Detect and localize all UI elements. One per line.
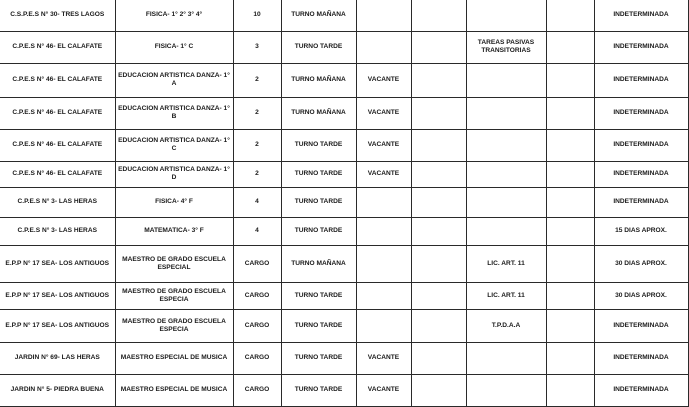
hours-cell: CARGO: [233, 309, 281, 342]
table-row: [0, 217, 688, 245]
table-row: [0, 187, 688, 217]
duration-cell: 15 DIAS APROX.: [594, 217, 688, 245]
school-cell: C.S.P.E.S N° 30- TRES LAGOS: [0, 0, 115, 31]
table-row: [0, 161, 688, 187]
status-cell: [356, 217, 411, 245]
status-cell: VACANTE: [356, 342, 411, 374]
subject-cell: FISICA- 1° 2° 3° 4°: [115, 0, 233, 31]
reason-cell: [466, 342, 546, 374]
subject-cell: EDUCACION ARTISTICA DANZA- 1° A: [115, 63, 233, 97]
hours-cell: CARGO: [233, 374, 281, 406]
duration-cell: 30 DIAS APROX.: [594, 282, 688, 309]
hours-cell: CARGO: [233, 245, 281, 282]
school-cell: E.P.P N° 17 SEA- LOS ANTIGUOS: [0, 282, 115, 309]
shift-cell: TURNO TARDE: [281, 129, 356, 161]
subject-cell: MATEMATICA- 3° F: [115, 217, 233, 245]
hours-cell: CARGO: [233, 282, 281, 309]
shift-cell: TURNO TARDE: [281, 309, 356, 342]
shift-cell: TURNO TARDE: [281, 342, 356, 374]
table-row: [0, 282, 688, 309]
shift-cell: TURNO TARDE: [281, 217, 356, 245]
school-cell: E.P.P N° 17 SEA- LOS ANTIGUOS: [0, 309, 115, 342]
hours-cell: 2: [233, 97, 281, 129]
table-row: [0, 342, 688, 374]
blank-cell: [411, 187, 466, 217]
status-cell: [356, 31, 411, 63]
blank-cell-2: [546, 0, 594, 31]
duration-cell: INDETERMINADA: [594, 63, 688, 97]
blank-cell: [411, 63, 466, 97]
duration-cell: INDETERMINADA: [594, 97, 688, 129]
reason-cell: [466, 187, 546, 217]
shift-cell: TURNO TARDE: [281, 187, 356, 217]
table-row: [0, 245, 688, 282]
status-cell: VACANTE: [356, 97, 411, 129]
blank-cell-2: [546, 129, 594, 161]
school-cell: C.P.E.S N° 46- EL CALAFATE: [0, 161, 115, 187]
shift-cell: TURNO MAÑANA: [281, 0, 356, 31]
subject-cell: MAESTRO ESPECIAL DE MUSICA: [115, 342, 233, 374]
school-cell: E.P.P N° 17 SEA- LOS ANTIGUOS: [0, 245, 115, 282]
blank-cell: [411, 129, 466, 161]
shift-cell: TURNO TARDE: [281, 31, 356, 63]
duration-cell: 30 DIAS APROX.: [594, 245, 688, 282]
blank-cell: [411, 161, 466, 187]
blank-cell-2: [546, 309, 594, 342]
subject-cell: MAESTRO DE GRADO ESCUELA ESPECIA: [115, 282, 233, 309]
shift-cell: TURNO MAÑANA: [281, 63, 356, 97]
blank-cell: [411, 217, 466, 245]
duration-cell: INDETERMINADA: [594, 309, 688, 342]
school-cell: C.P.E.S N° 46- EL CALAFATE: [0, 97, 115, 129]
subject-cell: MAESTRO DE GRADO ESCUELA ESPECIA: [115, 309, 233, 342]
shift-cell: TURNO TARDE: [281, 161, 356, 187]
shift-cell: TURNO TARDE: [281, 282, 356, 309]
shift-cell: TURNO MAÑANA: [281, 245, 356, 282]
school-cell: C.P.E.S N° 46- EL CALAFATE: [0, 63, 115, 97]
table-row: [0, 309, 688, 342]
blank-cell-2: [546, 245, 594, 282]
subject-cell: FISICA- 4° F: [115, 187, 233, 217]
blank-cell: [411, 245, 466, 282]
shift-cell: TURNO MAÑANA: [281, 97, 356, 129]
reason-cell: [466, 97, 546, 129]
blank-cell-2: [546, 187, 594, 217]
status-cell: VACANTE: [356, 161, 411, 187]
status-cell: [356, 0, 411, 31]
school-cell: C.P.E.S N° 46- EL CALAFATE: [0, 31, 115, 63]
hours-cell: 10: [233, 0, 281, 31]
status-cell: [356, 282, 411, 309]
reason-cell: LIC. ART. 11: [466, 282, 546, 309]
subject-cell: FISICA- 1° C: [115, 31, 233, 63]
hours-cell: 4: [233, 217, 281, 245]
blank-cell-2: [546, 217, 594, 245]
reason-cell: LIC. ART. 11: [466, 245, 546, 282]
table-row: [0, 63, 688, 97]
table-row: [0, 129, 688, 161]
status-cell: VACANTE: [356, 129, 411, 161]
duration-cell: INDETERMINADA: [594, 161, 688, 187]
table-row: [0, 374, 688, 406]
table-row: [0, 31, 688, 63]
status-cell: [356, 245, 411, 282]
blank-cell: [411, 97, 466, 129]
reason-cell: [466, 217, 546, 245]
reason-cell: [466, 129, 546, 161]
blank-cell-2: [546, 342, 594, 374]
status-cell: VACANTE: [356, 374, 411, 406]
blank-cell-2: [546, 161, 594, 187]
table-row: [0, 97, 688, 129]
duration-cell: INDETERMINADA: [594, 129, 688, 161]
reason-cell: [466, 0, 546, 31]
blank-cell: [411, 282, 466, 309]
hours-cell: 2: [233, 63, 281, 97]
subject-cell: EDUCACION ARTISTICA DANZA- 1° C: [115, 129, 233, 161]
blank-cell-2: [546, 97, 594, 129]
blank-cell-2: [546, 282, 594, 309]
duration-cell: INDETERMINADA: [594, 374, 688, 406]
duration-cell: INDETERMINADA: [594, 187, 688, 217]
blank-cell: [411, 31, 466, 63]
school-cell: JARDIN N° 69- LAS HERAS: [0, 342, 115, 374]
blank-cell-2: [546, 63, 594, 97]
hours-cell: 2: [233, 161, 281, 187]
school-cell: C.P.E.S N° 3- LAS HERAS: [0, 217, 115, 245]
subject-cell: MAESTRO DE GRADO ESCUELA ESPECIAL: [115, 245, 233, 282]
school-cell: JARDIN N° 5- PIEDRA BUENA: [0, 374, 115, 406]
hours-cell: 4: [233, 187, 281, 217]
reason-cell: [466, 161, 546, 187]
hours-cell: CARGO: [233, 342, 281, 374]
subject-cell: EDUCACION ARTISTICA DANZA- 1° D: [115, 161, 233, 187]
hours-cell: 2: [233, 129, 281, 161]
blank-cell: [411, 0, 466, 31]
reason-cell: [466, 374, 546, 406]
blank-cell-2: [546, 31, 594, 63]
blank-cell-2: [546, 374, 594, 406]
shift-cell: TURNO TARDE: [281, 374, 356, 406]
duration-cell: INDETERMINADA: [594, 31, 688, 63]
school-cell: C.P.E.S N° 46- EL CALAFATE: [0, 129, 115, 161]
school-cell: C.P.E.S N° 3- LAS HERAS: [0, 187, 115, 217]
reason-cell: [466, 63, 546, 97]
subject-cell: MAESTRO ESPECIAL DE MUSICA: [115, 374, 233, 406]
blank-cell: [411, 309, 466, 342]
blank-cell: [411, 374, 466, 406]
duration-cell: INDETERMINADA: [594, 0, 688, 31]
reason-cell: T.P.D.A.A: [466, 309, 546, 342]
duration-cell: INDETERMINADA: [594, 342, 688, 374]
status-cell: VACANTE: [356, 63, 411, 97]
status-cell: [356, 187, 411, 217]
status-cell: [356, 309, 411, 342]
blank-cell: [411, 342, 466, 374]
reason-cell: TAREAS PASIVAS TRANSITORIAS: [466, 31, 546, 63]
hours-cell: 3: [233, 31, 281, 63]
subject-cell: EDUCACION ARTISTICA DANZA- 1° B: [115, 97, 233, 129]
table-row: [0, 0, 688, 31]
